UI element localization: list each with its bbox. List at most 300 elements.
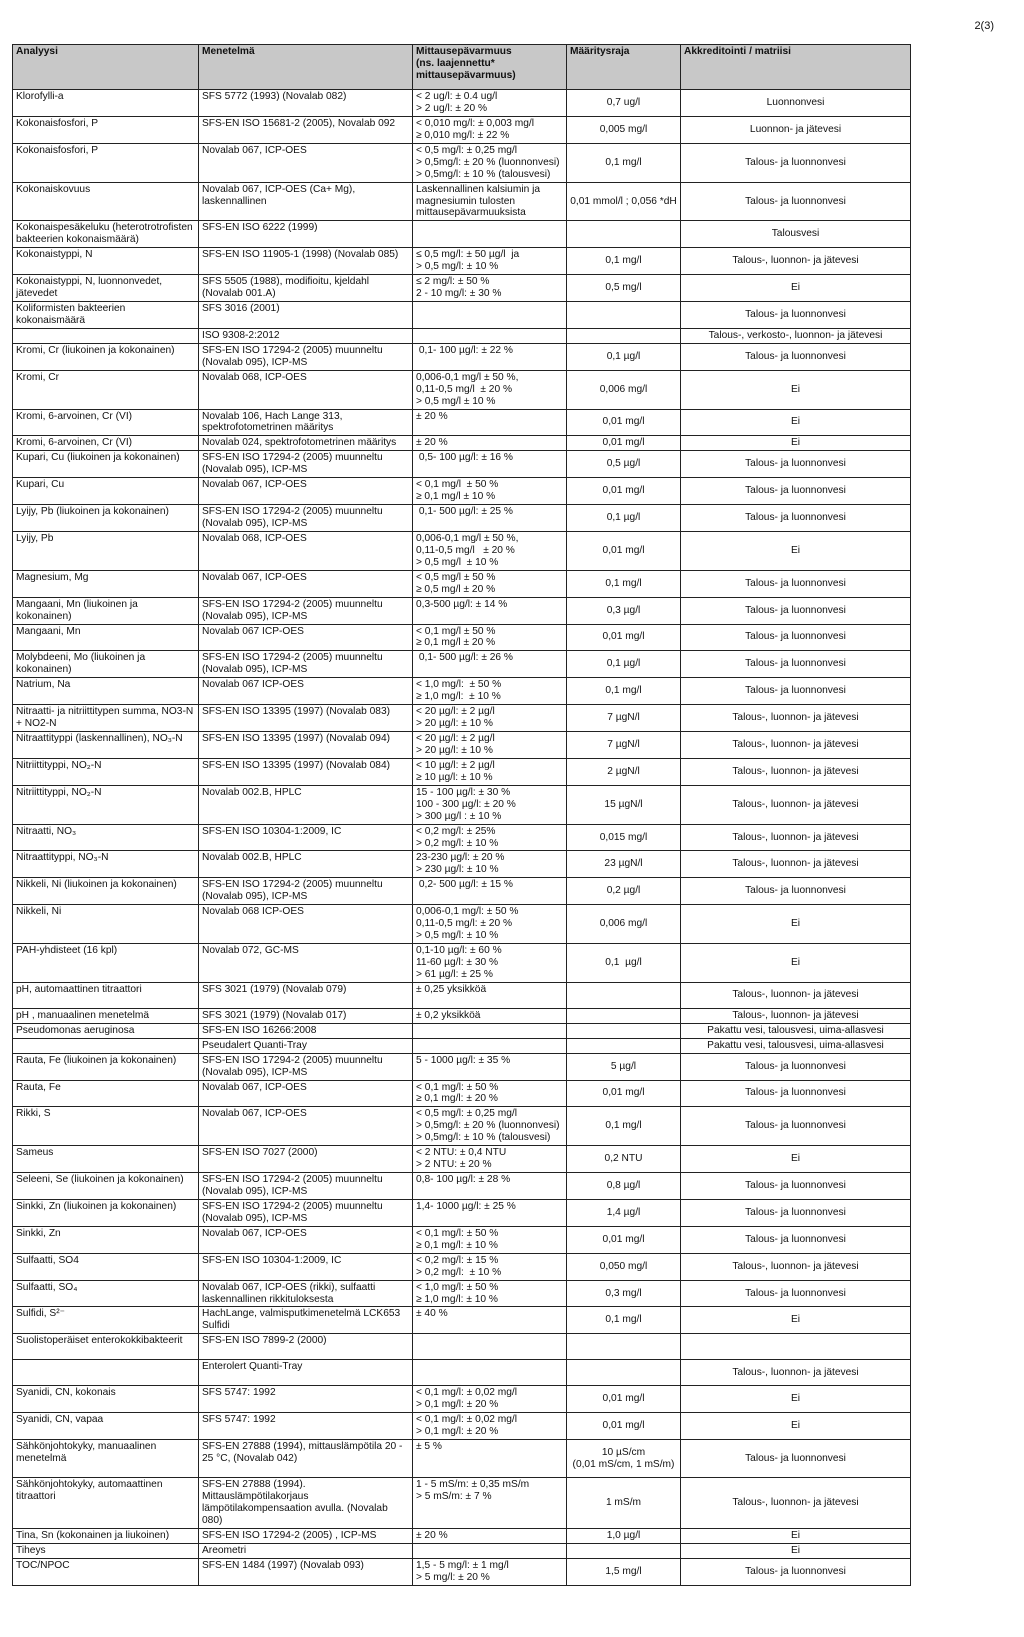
cell-uncertainty-text: < 1,0 mg/l: ± 50 % ≥ 1,0 mg/l: ± 10 % <box>416 679 502 703</box>
cell-detection-limit <box>567 182 681 221</box>
cell-uncertainty-text: 0,006-0,1 mg/l ± 50 %, 0,11-0,5 mg/l ± 20 % > 0,5 mg/l ± 10 % <box>416 532 519 568</box>
cell-accreditation-text: Talous-, luonnon- ja jätevesi <box>732 1366 859 1378</box>
cell-analysis <box>13 505 199 532</box>
cell-detection-limit <box>567 982 681 1008</box>
cell-accreditation <box>681 824 911 851</box>
cell-uncertainty-text: < 0,5 mg/l: ± 0,25 mg/l > 0,5mg/l: ± 20 % (luonnonvesi) > 0,5mg/l: ± 10 % (talousvesi) <box>416 1108 560 1144</box>
cell-accreditation-text: Talous- ja luonnonvesi <box>745 577 846 589</box>
cell-analysis <box>13 570 199 597</box>
cell-uncertainty <box>413 1558 567 1585</box>
cell-uncertainty <box>413 302 567 329</box>
cell-uncertainty <box>413 478 567 505</box>
cell-uncertainty <box>413 1334 567 1360</box>
cell-uncertainty-text: 0,3-500 µg/l: ± 14 % <box>416 598 508 610</box>
cell-accreditation <box>681 1413 911 1440</box>
cell-analysis <box>13 478 199 505</box>
table-row <box>13 116 911 143</box>
cell-analysis <box>13 851 199 878</box>
cell-accreditation-text: Talous-, luonnon- ja jätevesi <box>732 831 859 843</box>
cell-accreditation <box>681 451 911 478</box>
cell-accreditation <box>681 328 911 343</box>
cell-analysis <box>13 328 199 343</box>
cell-accreditation-text: Talous- ja luonnonvesi <box>745 308 846 320</box>
table-row <box>13 1080 911 1107</box>
cell-detection-limit-text: 0,01 mg/l <box>602 1233 645 1245</box>
cell-method-text: Novalab 002.B, HPLC <box>202 786 302 798</box>
cell-uncertainty-text: 1,4- 1000 µg/l: ± 25 % <box>416 1200 516 1212</box>
cell-analysis <box>13 1080 199 1107</box>
cell-analysis-text: Kokonaistyppi, N <box>16 249 93 261</box>
cell-analysis <box>13 1280 199 1307</box>
table-row <box>13 982 911 1008</box>
cell-accreditation-text: Talous- ja luonnonvesi <box>745 350 846 362</box>
cell-accreditation <box>681 505 911 532</box>
cell-analysis-text: pH , manuaalinen menetelmä <box>16 1009 150 1021</box>
cell-accreditation <box>681 1440 911 1478</box>
cell-uncertainty <box>413 1360 567 1386</box>
table-row <box>13 1386 911 1413</box>
cell-accreditation-text: Talous- ja luonnonvesi <box>745 1206 846 1218</box>
cell-analysis-text: Molybdeeni, Mo (liukoinen ja kokonainen) <box>16 652 148 676</box>
cell-accreditation-text: Talous- ja luonnonvesi <box>745 1452 846 1464</box>
cell-accreditation <box>681 944 911 983</box>
cell-uncertainty-text: 1 - 5 mS/m: ± 0,35 mS/m > 5 mS/m: ± 7 % <box>416 1479 530 1502</box>
cell-accreditation-text: Talous- ja luonnonvesi <box>745 195 846 207</box>
cell-uncertainty-text: ± 0,25 yksikköä <box>416 983 487 995</box>
cell-analysis-text: Sähkönjohtokyky, automaattinen titraattori <box>16 1479 166 1502</box>
cell-analysis <box>13 143 199 182</box>
cell-method-text: SFS 5747: 1992 <box>202 1387 276 1399</box>
cell-accreditation-text: Talous-, luonnon- ja jätevesi <box>732 989 859 1001</box>
cell-uncertainty <box>413 451 567 478</box>
cell-method-text: SFS-EN ISO 6222 (1999) <box>202 222 318 234</box>
cell-uncertainty <box>413 1173 567 1200</box>
cell-analysis <box>13 1107 199 1146</box>
table-row <box>13 1008 911 1023</box>
cell-accreditation <box>681 705 911 732</box>
table-row <box>13 1413 911 1440</box>
cell-analysis <box>13 1440 199 1478</box>
cell-accreditation-text: Talous-, verkosto-, luonnon- ja jätevesi <box>708 329 883 341</box>
cell-analysis-text: pH, automaattinen titraattori <box>16 983 142 995</box>
cell-analysis-text: Tiheys <box>16 1544 46 1556</box>
cell-method-text: Pseudalert Quanti-Tray <box>202 1039 307 1051</box>
cell-uncertainty-text: < 20 µg/l: ± 2 µg/l > 20 µg/l: ± 10 % <box>416 706 495 730</box>
cell-accreditation-text: Talous- ja luonnonvesi <box>745 658 846 670</box>
cell-method-text: Novalab 067, ICP-OES (Ca+ Mg), laskennallinen <box>202 183 358 207</box>
cell-uncertainty-text: 23-230 µg/l: ± 20 % > 230 µg/l: ± 10 % <box>416 852 505 876</box>
cell-detection-limit <box>567 1413 681 1440</box>
cell-detection-limit-text: 0,01 mg/l <box>602 544 645 556</box>
cell-analysis <box>13 1008 199 1023</box>
cell-uncertainty-text: ± 20 % <box>416 410 448 422</box>
cell-uncertainty <box>413 1226 567 1253</box>
cell-detection-limit-text: 0,015 mg/l <box>599 831 648 843</box>
cell-detection-limit-text: 23 µgN/l <box>604 858 643 870</box>
cell-uncertainty <box>413 851 567 878</box>
cell-accreditation-text: Ei <box>790 1544 801 1556</box>
cell-analysis-text: Sähkönjohtokyky, manuaalinen menetelmä <box>16 1441 160 1464</box>
cell-method-text: SFS 3021 (1979) (Novalab 017) <box>202 1009 347 1021</box>
cell-detection-limit-text: 0,1 mg/l <box>605 255 642 267</box>
cell-accreditation <box>681 1386 911 1413</box>
table-row <box>13 302 911 329</box>
cell-detection-limit <box>567 1440 681 1478</box>
cell-uncertainty <box>413 90 567 117</box>
cell-method-text: SFS-EN ISO 15681-2 (2005), Novalab 092 <box>202 117 396 129</box>
cell-analysis-text: Syanidi, CN, vapaa <box>16 1414 104 1426</box>
cell-uncertainty-text: < 0,010 mg/l: ± 0,003 mg/l ≥ 0,010 mg/l: ± 22 % <box>416 117 535 141</box>
cell-detection-limit <box>567 878 681 905</box>
table-row <box>13 1334 911 1360</box>
cell-method <box>199 182 413 221</box>
cell-accreditation <box>681 570 911 597</box>
cell-uncertainty <box>413 1199 567 1226</box>
cell-detection-limit <box>567 1307 681 1334</box>
cell-accreditation-text: Talous- ja luonnonvesi <box>745 1087 846 1099</box>
cell-detection-limit <box>567 1478 681 1529</box>
cell-uncertainty <box>413 905 567 944</box>
table-row <box>13 478 911 505</box>
cell-accreditation <box>681 221 911 248</box>
cell-accreditation <box>681 343 911 370</box>
cell-accreditation <box>681 478 911 505</box>
cell-analysis <box>13 1307 199 1334</box>
table-row <box>13 1440 911 1478</box>
cell-method <box>199 1307 413 1334</box>
cell-uncertainty <box>413 982 567 1008</box>
cell-detection-limit <box>567 1146 681 1173</box>
table-row <box>13 531 911 570</box>
cell-uncertainty <box>413 182 567 221</box>
cell-uncertainty-text: ± 20 % <box>416 1529 448 1541</box>
cell-method-text: SFS-EN 1484 (1997) (Novalab 093) <box>202 1559 364 1571</box>
cell-analysis <box>13 824 199 851</box>
cell-method-text: SFS-EN ISO 17294-2 (2005) muunneltu (Novalab 095), ICP-MS <box>202 652 386 676</box>
cell-method-text: Novalab 068, ICP-OES <box>202 532 307 544</box>
cell-analysis-text: Sulfaatti, SO4 <box>16 1254 79 1266</box>
cell-method-text: Novalab 068, ICP-OES <box>202 371 307 383</box>
cell-detection-limit-text: 0,01 mg/l <box>602 1393 645 1405</box>
cell-accreditation-text: Ei <box>790 1393 801 1405</box>
cell-detection-limit-text: 7 µgN/l <box>607 738 640 750</box>
cell-detection-limit <box>567 570 681 597</box>
cell-method-text: SFS-EN ISO 17294-2 (2005) , ICP-MS <box>202 1529 377 1541</box>
header-accreditation: Akkreditointi / matriisi <box>681 45 911 90</box>
cell-analysis <box>13 1386 199 1413</box>
cell-accreditation <box>681 1199 911 1226</box>
table-row <box>13 1199 911 1226</box>
cell-uncertainty-text: 0,006-0,1 mg/l: ± 50 % 0,11-0,5 mg/l: ± 20 % > 0,5 mg/l: ± 10 % <box>416 906 519 942</box>
cell-accreditation-text: Talous- ja luonnonvesi <box>745 1287 846 1299</box>
cell-method-text: SFS-EN ISO 13395 (1997) (Novalab 094) <box>202 733 390 744</box>
cell-method <box>199 1008 413 1023</box>
cell-method-text: Novalab 024, spektrofotometrinen määritys <box>202 437 397 449</box>
cell-method <box>199 651 413 678</box>
cell-accreditation <box>681 370 911 409</box>
cell-uncertainty <box>413 1080 567 1107</box>
cell-accreditation-text: Luonnonvesi <box>766 96 825 108</box>
cell-method <box>199 1023 413 1038</box>
cell-accreditation <box>681 878 911 905</box>
cell-uncertainty <box>413 678 567 705</box>
cell-method-text: Novalab 067, ICP-OES <box>202 479 307 491</box>
table-row <box>13 1053 911 1080</box>
cell-uncertainty-text: ≤ 0,5 mg/l: ± 50 µg/l ja > 0,5 mg/l: ± 10 % <box>416 249 520 273</box>
cell-accreditation <box>681 1558 911 1585</box>
cell-accreditation-text: Talous- ja luonnonvesi <box>745 685 846 697</box>
table-row <box>13 409 911 436</box>
cell-analysis-text: Kromi, Cr <box>16 371 60 383</box>
cell-detection-limit-text: 1,0 µg/l <box>606 1529 641 1541</box>
cell-method <box>199 116 413 143</box>
cell-detection-limit <box>567 302 681 329</box>
table-row <box>13 597 911 624</box>
cell-analysis <box>13 1199 199 1226</box>
table-row <box>13 328 911 343</box>
table-row <box>13 944 911 983</box>
cell-analysis-text: Kupari, Cu (liukoinen ja kokonainen) <box>16 452 180 464</box>
cell-accreditation-text: Talous- ja luonnonvesi <box>745 512 846 524</box>
table-row <box>13 1558 911 1585</box>
cell-uncertainty-text: ± 5 % <box>416 1441 442 1453</box>
cell-detection-limit <box>567 436 681 451</box>
cell-analysis <box>13 1478 199 1529</box>
cell-detection-limit-text: 0,1 µg/l <box>605 956 642 968</box>
cell-method-text: SFS-EN ISO 10304-1:2009, IC <box>202 1254 342 1266</box>
cell-analysis-text: PAH-yhdisteet (16 kpl) <box>16 945 118 956</box>
cell-analysis <box>13 275 199 302</box>
cell-method-text: SFS-EN ISO 13395 (1997) (Novalab 083) <box>202 706 390 718</box>
cell-accreditation-text: Talous-, luonnon- ja jätevesi <box>732 1496 859 1508</box>
cell-analysis <box>13 436 199 451</box>
cell-method-text: Novalab 002.B, HPLC <box>202 852 302 864</box>
cell-uncertainty <box>413 328 567 343</box>
cell-method <box>199 90 413 117</box>
header-detection-limit: Määritysraja <box>567 45 681 90</box>
cell-uncertainty <box>413 370 567 409</box>
cell-accreditation-text: Ei <box>790 416 801 428</box>
cell-uncertainty <box>413 705 567 732</box>
cell-accreditation-text: Talous- ja luonnonvesi <box>745 604 846 616</box>
cell-detection-limit-text: 0,006 mg/l <box>599 918 648 930</box>
cell-accreditation-text: Talous- ja luonnonvesi <box>745 885 846 897</box>
cell-detection-limit-text: 1 mS/m <box>605 1496 642 1508</box>
cell-accreditation <box>681 1023 911 1038</box>
cell-uncertainty-text: ± 20 % <box>416 437 448 449</box>
cell-accreditation-text: Talous-, luonnon- ja jätevesi <box>732 765 859 777</box>
cell-detection-limit <box>567 116 681 143</box>
cell-method-text: Novalab 067, ICP-OES <box>202 1227 307 1239</box>
table-row <box>13 1023 911 1038</box>
cell-analysis <box>13 785 199 824</box>
cell-analysis-text: Kokonaisfosfori, P <box>16 144 99 156</box>
cell-uncertainty <box>413 944 567 983</box>
cell-uncertainty <box>413 116 567 143</box>
cell-accreditation <box>681 116 911 143</box>
cell-accreditation <box>681 905 911 944</box>
cell-method <box>199 1543 413 1558</box>
table-row <box>13 370 911 409</box>
cell-accreditation-text: Talous- ja luonnonvesi <box>745 156 846 168</box>
table-row <box>13 651 911 678</box>
cell-detection-limit <box>567 678 681 705</box>
cell-method-text: SFS-EN 27888 (1994), mittauslämpötila 20 - 25 °C, (Novalab 042) <box>202 1441 406 1464</box>
cell-detection-limit <box>567 1107 681 1146</box>
cell-detection-limit <box>567 944 681 983</box>
cell-analysis <box>13 651 199 678</box>
cell-detection-limit <box>567 1334 681 1360</box>
cell-accreditation-text: Pakattu vesi, talousvesi, uima-allasvesi <box>707 1039 884 1051</box>
cell-detection-limit <box>567 90 681 117</box>
cell-accreditation <box>681 1038 911 1053</box>
cell-analysis <box>13 1413 199 1440</box>
cell-detection-limit-text: 0,1 µg/l <box>606 350 641 362</box>
cell-accreditation-text: Talous- ja luonnonvesi <box>745 485 846 497</box>
cell-uncertainty <box>413 1413 567 1440</box>
cell-detection-limit <box>567 651 681 678</box>
cell-detection-limit <box>567 409 681 436</box>
cell-detection-limit-text: 0,01 mg/l <box>602 485 645 497</box>
cell-method-text: Novalab 067, ICP-OES <box>202 1108 307 1120</box>
cell-detection-limit <box>567 1386 681 1413</box>
cell-detection-limit <box>567 732 681 759</box>
cell-detection-limit-text: 0,050 mg/l <box>599 1260 648 1272</box>
cell-accreditation-text: Luonnon- ja jätevesi <box>749 123 842 135</box>
table-row <box>13 182 911 221</box>
cell-detection-limit-text: 0,3 mg/l <box>605 1287 642 1299</box>
cell-analysis-text: Suolistoperäiset enterokokkibakteerit <box>16 1335 183 1347</box>
cell-analysis <box>13 531 199 570</box>
cell-accreditation <box>681 182 911 221</box>
cell-method-text: SFS 5505 (1988), modifioitu, kjeldahl (Novalab 001.A) <box>202 276 372 300</box>
cell-method <box>199 1226 413 1253</box>
cell-uncertainty <box>413 1107 567 1146</box>
cell-method <box>199 1413 413 1440</box>
cell-method <box>199 1386 413 1413</box>
cell-detection-limit-text: 0,7 ug/l <box>606 96 641 108</box>
cell-method <box>199 570 413 597</box>
cell-method-text: SFS-EN ISO 17294-2 (2005) muunneltu (Novalab 095), ICP-MS <box>202 1054 386 1078</box>
cell-uncertainty-text: < 0,5 mg/l: ± 0,25 mg/l > 0,5mg/l: ± 20 % (luonnonvesi) > 0,5mg/l: ± 10 % (talousvesi) <box>416 144 560 180</box>
cell-accreditation <box>681 851 911 878</box>
cell-method-text: SFS-EN ISO 17294-2 (2005) muunneltu (Novalab 095), ICP-MS <box>202 1200 386 1224</box>
cell-method-text: Novalab 106, Hach Lange 313, spektrofotometrinen määritys <box>202 410 346 434</box>
cell-analysis <box>13 1528 199 1543</box>
cell-method <box>199 905 413 944</box>
cell-analysis <box>13 982 199 1008</box>
cell-accreditation <box>681 624 911 651</box>
cell-method <box>199 1360 413 1386</box>
cell-method-text: ISO 9308-2:2012 <box>202 329 280 341</box>
cell-analysis-text: Sulfaatti, SO₄ <box>16 1281 78 1293</box>
cell-uncertainty <box>413 824 567 851</box>
cell-accreditation-text: Ei <box>790 1529 801 1541</box>
cell-detection-limit <box>567 785 681 824</box>
cell-uncertainty <box>413 275 567 302</box>
cell-method <box>199 1253 413 1280</box>
cell-detection-limit-text: 0,1 µg/l <box>606 658 641 670</box>
cell-accreditation <box>681 275 911 302</box>
cell-analysis-text: Lyijy, Pb <box>16 532 54 544</box>
cell-method <box>199 370 413 409</box>
table-row <box>13 1543 911 1558</box>
cell-uncertainty-text: < 10 µg/l: ± 2 µg/l ≥ 10 µg/l: ± 10 % <box>416 759 495 783</box>
cell-uncertainty-text: < 1,0 mg/l: ± 50 % ≥ 1,0 mg/l: ± 10 % <box>416 1281 499 1305</box>
cell-detection-limit-text: 0,5 µg/l <box>606 458 641 470</box>
cell-method <box>199 248 413 275</box>
cell-accreditation-text: Talous-, luonnon- ja jätevesi <box>732 858 859 870</box>
cell-detection-limit-text: 0,01 mg/l <box>602 1420 645 1432</box>
cell-uncertainty <box>413 878 567 905</box>
cell-uncertainty-text: ± 0,2 yksikköä <box>416 1009 481 1021</box>
cell-method-text: SFS-EN ISO 17294-2 (2005) muunneltu (Novalab 095), ICP-MS <box>202 344 386 368</box>
cell-uncertainty-text: ± 40 % <box>416 1308 448 1320</box>
cell-detection-limit-text: 0,1 mg/l <box>605 1314 642 1326</box>
cell-analysis-text: Rauta, Fe (liukoinen ja kokonainen) <box>16 1054 177 1066</box>
cell-analysis <box>13 182 199 221</box>
cell-detection-limit-text: 0,01 mmol/l ; 0,056 *dH <box>570 195 677 207</box>
cell-analysis-text: Sinkki, Zn (liukoinen ja kokonainen) <box>16 1200 177 1212</box>
cell-analysis-text: Nitraattityppi, NO₃-N <box>16 852 109 864</box>
cell-analysis-text: Klorofylli-a <box>16 91 64 102</box>
cell-analysis <box>13 221 199 248</box>
cell-accreditation-text: Ei <box>790 918 801 930</box>
cell-method <box>199 343 413 370</box>
cell-method-text: HachLange, valmisputkimenetelmä LCK653 Sulfidi <box>202 1308 404 1332</box>
table-row <box>13 343 911 370</box>
cell-accreditation-text: Ei <box>790 1153 801 1165</box>
cell-uncertainty-text: 0,1- 100 µg/l: ± 22 % <box>416 344 513 356</box>
cell-detection-limit <box>567 1080 681 1107</box>
cell-method <box>199 732 413 759</box>
cell-accreditation <box>681 758 911 785</box>
cell-method <box>199 878 413 905</box>
table-row <box>13 1360 911 1386</box>
cell-detection-limit-text: 0,1 mg/l <box>605 1120 642 1132</box>
cell-method <box>199 478 413 505</box>
cell-method <box>199 944 413 983</box>
cell-analysis <box>13 758 199 785</box>
cell-uncertainty-text: < 0,1 mg/l ± 50 % ≥ 0,1 mg/l ± 10 % <box>416 479 499 503</box>
cell-method-text: SFS-EN ISO 17294-2 (2005) muunneltu (Novalab 095), ICP-MS <box>202 452 386 476</box>
cell-method-text: Novalab 067, ICP-OES <box>202 1081 307 1093</box>
cell-accreditation-text: Talous-, luonnon- ja jätevesi <box>732 738 859 750</box>
cell-analysis-text: Syanidi, CN, kokonais <box>16 1387 116 1399</box>
cell-accreditation <box>681 1080 911 1107</box>
cell-detection-limit <box>567 851 681 878</box>
cell-accreditation-text: Talous- ja luonnonvesi <box>745 1233 846 1245</box>
cell-uncertainty-text: ≤ 2 mg/l: ± 50 % 2 - 10 mg/l: ± 30 % <box>416 276 502 300</box>
cell-detection-limit-text: 0,01 mg/l <box>602 631 645 643</box>
cell-uncertainty <box>413 1386 567 1413</box>
cell-method <box>199 1053 413 1080</box>
cell-detection-limit <box>567 1173 681 1200</box>
cell-method <box>199 1080 413 1107</box>
cell-uncertainty-text: < 0,2 mg/l: ± 15 % > 0,2 mg/l: ± 10 % <box>416 1254 502 1278</box>
table-row <box>13 705 911 732</box>
cell-method <box>199 531 413 570</box>
table-row <box>13 678 911 705</box>
cell-detection-limit <box>567 531 681 570</box>
cell-detection-limit <box>567 624 681 651</box>
cell-uncertainty <box>413 570 567 597</box>
cell-analysis-text: Magnesium, Mg <box>16 571 89 583</box>
cell-method <box>199 624 413 651</box>
cell-detection-limit <box>567 1558 681 1585</box>
cell-analysis-text: Kromi, 6-arvoinen, Cr (VI) <box>16 437 133 449</box>
cell-accreditation <box>681 1008 911 1023</box>
